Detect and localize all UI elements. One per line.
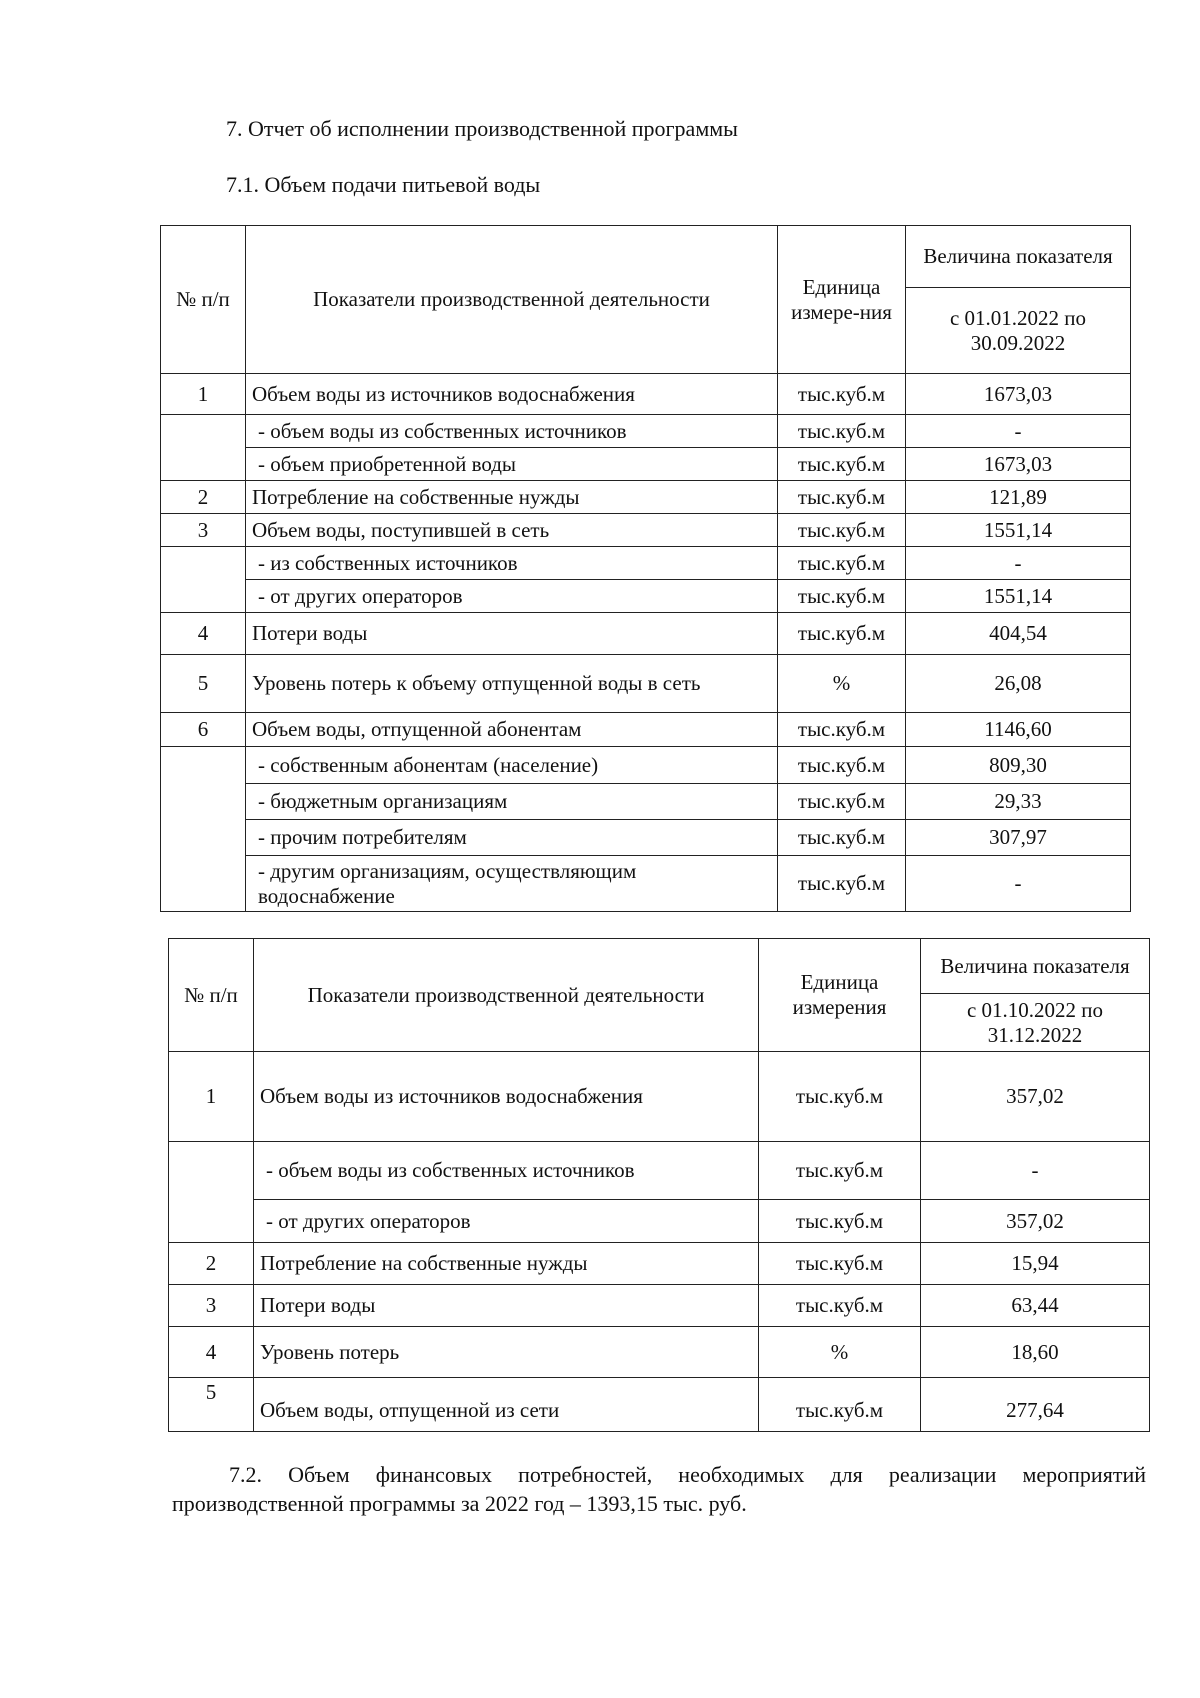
row-unit: тыс.куб.м (778, 713, 906, 747)
table-row (169, 1052, 1150, 1142)
row-unit: тыс.куб.м (759, 1142, 921, 1200)
row-indicator: - от других операторов (246, 580, 778, 613)
row-num (161, 415, 246, 481)
row-indicator: Объем воды, отпущенной абонентам (246, 713, 778, 747)
row-unit: тыс.куб.м (778, 547, 906, 580)
financial-needs-text: 7.2. Объем финансовых потребностей, необходимых для реализации мероприятий производственной программы за 2022 год – 1393,15 тыс. руб. (172, 1462, 1146, 1516)
row-num: 3 (169, 1285, 254, 1327)
subsection-title: 7.1. Объем подачи питьевой воды (226, 172, 541, 197)
row-num: 6 (161, 713, 246, 747)
row-unit: тыс.куб.м (778, 580, 906, 613)
row-unit: тыс.куб.м (759, 1052, 921, 1142)
row-value: 404,54 (906, 613, 1131, 655)
table-row (161, 415, 1131, 448)
row-indicator: Объем воды из источников водоснабжения (254, 1052, 759, 1142)
row-value: 26,08 (906, 655, 1131, 713)
row-num: 5 (169, 1378, 254, 1432)
table-row (161, 856, 1131, 912)
row-unit: тыс.куб.м (778, 747, 906, 784)
section-title: 7. Отчет об исполнении производственной программы (226, 116, 738, 141)
row-unit: тыс.куб.м (759, 1243, 921, 1285)
row-unit: тыс.куб.м (778, 613, 906, 655)
row-unit: тыс.куб.м (778, 448, 906, 481)
row-num: 5 (161, 655, 246, 713)
row-indicator: - объем воды из собственных источников (246, 415, 778, 448)
row-unit: тыс.куб.м (778, 514, 906, 547)
row-indicator: Потери воды (254, 1285, 759, 1327)
financial-needs-paragraph (172, 1460, 1146, 1518)
row-indicator: Объем воды, отпущенной из сети (254, 1378, 759, 1432)
row-unit: тыс.куб.м (759, 1285, 921, 1327)
row-value: 1673,03 (906, 374, 1131, 415)
table-row (161, 374, 1131, 415)
row-value: - (906, 547, 1131, 580)
row-indicator: Уровень потерь к объему отпущенной воды в сеть (246, 655, 778, 713)
table-row (169, 1378, 1150, 1432)
row-indicator: Потребление на собственные нужды (246, 481, 778, 514)
row-unit: тыс.куб.м (778, 415, 906, 448)
row-value: - (921, 1142, 1150, 1200)
row-indicator: - бюджетным организациям (246, 784, 778, 820)
row-unit: тыс.куб.м (759, 1200, 921, 1243)
header-unit-text: Единица измере-ния (791, 274, 892, 324)
row-indicator: - от других операторов (254, 1200, 759, 1243)
row-value: 1551,14 (906, 580, 1131, 613)
row-indicator: - объем приобретенной воды (246, 448, 778, 481)
row-indicator: - из собственных источников (246, 547, 778, 580)
row-indicator: Уровень потерь (254, 1327, 759, 1378)
header-indicator: Показатели производственной деятельности (254, 939, 759, 1052)
header-num: № п/п (161, 226, 246, 374)
row-indicator: - другим организациям, осуществляющим водоснабжение (246, 856, 778, 912)
header-period: с 01.10.2022 по 31.12.2022 (921, 994, 1150, 1052)
header-unit (759, 939, 921, 1052)
row-indicator: - объем воды из собственных источников (254, 1142, 759, 1200)
row-indicator: - собственным абонентам (население) (246, 747, 778, 784)
row-unit: тыс.куб.м (778, 820, 906, 856)
row-value: 1551,14 (906, 514, 1131, 547)
row-num: 2 (161, 481, 246, 514)
row-unit: тыс.куб.м (778, 374, 906, 415)
production-indicators-table-9m (160, 225, 1131, 912)
row-value: 357,02 (921, 1200, 1150, 1243)
row-unit: тыс.куб.м (759, 1378, 921, 1432)
table-row (161, 514, 1131, 547)
header-period: с 01.01.2022 по 30.09.2022 (906, 288, 1131, 374)
row-value: - (906, 856, 1131, 912)
row-num: 1 (169, 1052, 254, 1142)
row-indicator: Объем воды, поступившей в сеть (246, 514, 778, 547)
row-value: 307,97 (906, 820, 1131, 856)
row-unit: % (759, 1327, 921, 1378)
row-value: 809,30 (906, 747, 1131, 784)
row-num (161, 547, 246, 613)
row-value: 63,44 (921, 1285, 1150, 1327)
header-value-group: Величина показателя (921, 939, 1150, 994)
row-value: 357,02 (921, 1052, 1150, 1142)
header-unit (778, 226, 906, 374)
row-unit: тыс.куб.м (778, 481, 906, 514)
table-row (161, 547, 1131, 580)
table-row (169, 1200, 1150, 1243)
row-num (169, 1142, 254, 1243)
table-row (161, 613, 1131, 655)
row-value: 121,89 (906, 481, 1131, 514)
table-row (161, 655, 1131, 713)
row-num: 1 (161, 374, 246, 415)
table-row (161, 784, 1131, 820)
row-value: 15,94 (921, 1243, 1150, 1285)
table-row (169, 1243, 1150, 1285)
table-row (169, 1285, 1150, 1327)
row-value: 18,60 (921, 1327, 1150, 1378)
header-indicator: Показатели производственной деятельности (246, 226, 778, 374)
row-num: 4 (169, 1327, 254, 1378)
table-row (169, 1142, 1150, 1200)
header-value-group: Величина показателя (906, 226, 1131, 288)
table-row (161, 580, 1131, 613)
row-num (161, 747, 246, 912)
table-row (169, 1327, 1150, 1378)
row-value: - (906, 415, 1131, 448)
table-row (161, 481, 1131, 514)
table-row (161, 747, 1131, 784)
table-row (161, 820, 1131, 856)
table-row (161, 713, 1131, 747)
row-indicator: Объем воды из источников водоснабжения (246, 374, 778, 415)
production-indicators-table-q4 (168, 938, 1150, 1432)
row-value: 1146,60 (906, 713, 1131, 747)
row-indicator: Потери воды (246, 613, 778, 655)
header-num: № п/п (169, 939, 254, 1052)
row-num: 3 (161, 514, 246, 547)
header-unit-text: Единица измерения (792, 970, 887, 1019)
row-unit: тыс.куб.м (778, 856, 906, 912)
row-unit: % (778, 655, 906, 713)
table-row (161, 448, 1131, 481)
row-num: 4 (161, 613, 246, 655)
row-indicator: Потребление на собственные нужды (254, 1243, 759, 1285)
row-value: 29,33 (906, 784, 1131, 820)
row-unit: тыс.куб.м (778, 784, 906, 820)
row-num: 2 (169, 1243, 254, 1285)
row-value: 1673,03 (906, 448, 1131, 481)
row-value: 277,64 (921, 1378, 1150, 1432)
row-indicator: - прочим потребителям (246, 820, 778, 856)
